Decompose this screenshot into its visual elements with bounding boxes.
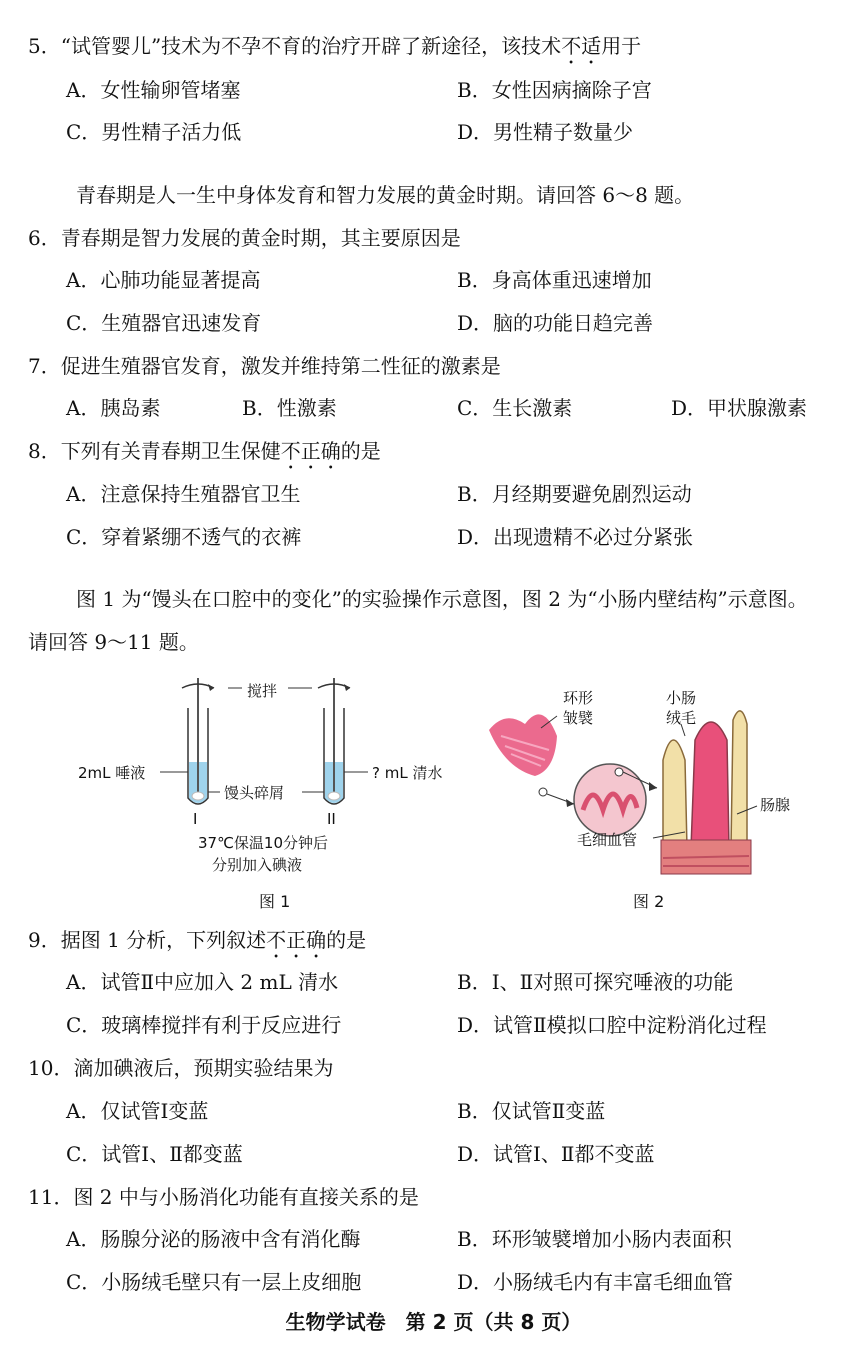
q10-option-d[interactable]: D．试管Ⅰ、Ⅱ都不变蓝 [457, 1142, 655, 1166]
q5-option-d[interactable]: D．男性精子数量少 [457, 120, 634, 144]
q10-option-a[interactable]: A．仅试管Ⅰ变蓝 [66, 1099, 209, 1123]
intro-6-8: 青春期是人一生中身体发育和智力发展的黄金时期。请回答 6～8 题。 [76, 183, 695, 207]
question-10-stem: 10．滴加碘液后，预期实验结果为 [28, 1056, 334, 1080]
fig2-gland-label: 肠腺 [760, 796, 791, 814]
q5-option-c[interactable]: C．男性精子活力低 [66, 120, 242, 144]
fig1-tube1-label: I [193, 810, 198, 828]
q8-option-a[interactable]: A．注意保持生殖器官卫生 [66, 482, 301, 506]
q6-option-a[interactable]: A．心肺功能显著提高 [66, 268, 261, 292]
q6-option-b[interactable]: B．身高体重迅速增加 [457, 268, 652, 292]
q6-option-d[interactable]: D．脑的功能日趋完善 [457, 311, 654, 335]
fig2-fold-label: 环形 皱襞 [563, 689, 594, 727]
q7-option-c[interactable]: C．生长激素 [457, 396, 573, 420]
q5-option-b[interactable]: B．女性因病摘除子宫 [457, 78, 652, 102]
fig1-caption: 图 1 [259, 892, 291, 911]
q11-option-a[interactable]: A．肠腺分泌的肠液中含有消化酶 [66, 1227, 361, 1251]
question-7-stem: 7．促进生殖器官发育，激发并维持第二性征的激素是 [28, 354, 501, 378]
q9-option-a[interactable]: A．试管Ⅱ中应加入 2 mL 清水 [66, 970, 339, 994]
fig2-caption: 图 2 [633, 892, 665, 911]
q6-option-c[interactable]: C．生殖器官迅速发育 [66, 311, 262, 335]
test-tube-1 [188, 678, 208, 804]
q9-option-b[interactable]: B．Ⅰ、Ⅱ对照可探究唾液的功能 [457, 970, 734, 994]
fig2-villus-label: 小肠 绒毛 [666, 689, 697, 727]
q7-option-d[interactable]: D．甲状腺激素 [671, 396, 808, 420]
q11-option-d[interactable]: D．小肠绒毛内有丰富毛细血管 [457, 1270, 734, 1294]
q7-option-a[interactable]: A．胰岛素 [66, 396, 161, 420]
q5-option-a[interactable]: A．女性输卵管堵塞 [66, 78, 241, 102]
fig1-stir-label: 搅拌 [247, 682, 278, 700]
q8-option-c[interactable]: C．穿着紧绷不透气的衣裤 [66, 525, 302, 549]
fig1-tube2-label: II [327, 810, 336, 828]
magnified-fold-circle [574, 764, 646, 836]
question-9-stem: 9．据图 1 分析，下列叙述不正确的是 [28, 928, 367, 952]
fig1-water-label: ? mL 清水 [372, 764, 443, 782]
q8-option-b[interactable]: B．月经期要避免剧烈运动 [457, 482, 692, 506]
intro-9-11-line2: 请回答 9～11 题。 [28, 630, 199, 654]
question-8-stem: 8．下列有关青春期卫生保健不正确的是 [28, 439, 381, 463]
question-6-stem: 6．青春期是智力发展的黄金时期，其主要原因是 [28, 226, 461, 250]
q11-option-c[interactable]: C．小肠绒毛壁只有一层上皮细胞 [66, 1270, 362, 1294]
q10-option-b[interactable]: B．仅试管Ⅱ变蓝 [457, 1099, 606, 1123]
q9-option-c[interactable]: C．玻璃棒搅拌有利于反应进行 [66, 1013, 342, 1037]
fig2-capillary-label: 毛细血管 [577, 831, 638, 849]
q9-option-d[interactable]: D．试管Ⅱ模拟口腔中淀粉消化过程 [457, 1013, 767, 1037]
fig1-crumbs-label: 馒头碎屑 [224, 784, 285, 802]
test-tube-2 [324, 678, 344, 804]
fig1-saliva-label: 2mL 唾液 [78, 764, 146, 782]
fig1-note-2: 分别加入碘液 [212, 856, 303, 874]
q11-option-b[interactable]: B．环形皱襞增加小肠内表面积 [457, 1227, 732, 1251]
page-footer: 生物学试卷 第 2 页（共 8 页） [285, 1310, 582, 1334]
question-5-stem: 5．“试管婴儿”技术为不孕不育的治疗开辟了新途径，该技术不适用于 [28, 34, 642, 58]
question-11-stem: 11．图 2 中与小肠消化功能有直接关系的是 [28, 1185, 419, 1209]
q7-option-b[interactable]: B．性激素 [242, 396, 337, 420]
figure-2-intestine-wall [485, 680, 795, 880]
fig1-note-1: 37℃保温10分钟后 [198, 834, 329, 852]
villi [661, 711, 751, 874]
q8-option-d[interactable]: D．出现遗精不必过分紧张 [457, 525, 694, 549]
q10-option-c[interactable]: C．试管Ⅰ、Ⅱ都变蓝 [66, 1142, 243, 1166]
intro-9-11-line1: 图 1 为“馒头在口腔中的变化”的实验操作示意图，图 2 为“小肠内壁结构”示意图。 [76, 587, 808, 611]
